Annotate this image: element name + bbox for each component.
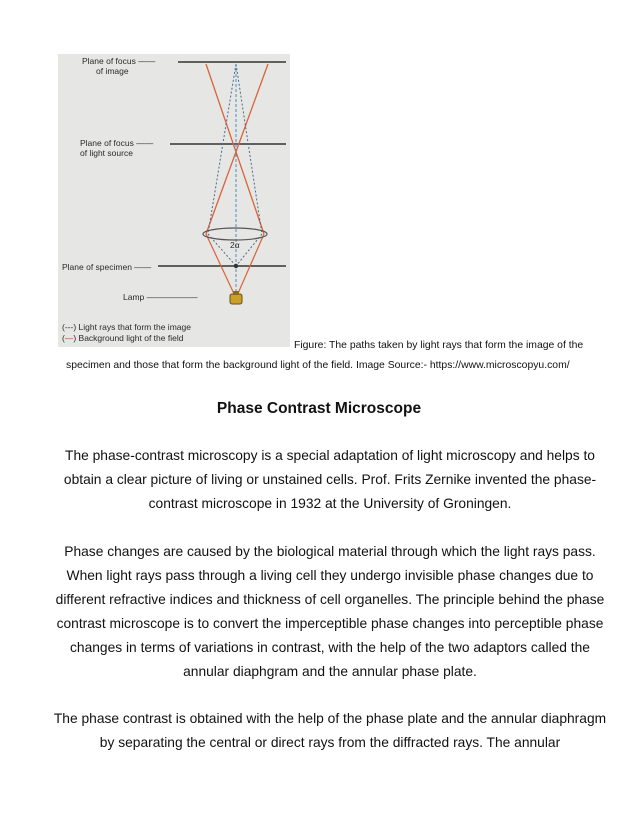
- label-plane-of-focus-image: [82, 56, 155, 76]
- section-title: Phase Contrast Microscope: [216, 400, 422, 417]
- legend-red-dash: —: [64, 333, 74, 343]
- paragraph-principle: Phase changes are caused by the biological material through which the light rays pass. When light rays pass through a living cell they undergo invisible phase changes due to different refractive indices and thickness of cell organelles. The principle behind the phase contrast microscope is to convert the imperceptible phase changes into perceptible phase changes in terms of variations in contrast, with the help of the two adaptors called the annular diaphgram and the annular phase plate.: [55, 544, 605, 679]
- paragraph-intro: The phase-contrast microscopy is a special adaptation of light microscopy and helps to obtain a clear picture of living or unstained cells. Prof. Frits Zernike invented the phase-contrast microscope in 1932 at the University of Groningen.: [63, 448, 597, 511]
- legend-image-rays: (---) Light rays that form the image: [62, 322, 191, 332]
- label-line: Plane of focus ——: [80, 138, 154, 148]
- label-plane-of-specimen: Plane of specimen ——: [62, 262, 152, 272]
- label-plane-of-focus-source: [80, 138, 153, 158]
- label-line: of image: [96, 66, 129, 76]
- angle-label: 2α: [230, 240, 240, 250]
- label-lamp: Lamp ——————: [123, 292, 198, 302]
- ray-diagram: [58, 54, 290, 347]
- label-line: of light source: [80, 148, 133, 158]
- light-path-figure: [58, 54, 290, 347]
- legend-background-light: [62, 333, 183, 343]
- paragraph-phase-plate: The phase contrast is obtained with the help of the phase plate and the annular diaphragm by separating the central or direct rays from the diffracted rays. The annular: [53, 711, 607, 750]
- legend-paren: (: [62, 333, 65, 343]
- figure-caption-line1: Figure: The paths taken by light rays that form the image of the: [294, 340, 584, 351]
- legend-text: ) Background light of the field: [73, 333, 184, 343]
- label-line: Plane of focus ——: [82, 56, 156, 66]
- figure-caption-line2: specimen and those that form the background light of the field. Image Source:- https://www.microscopyu.com/: [66, 360, 570, 371]
